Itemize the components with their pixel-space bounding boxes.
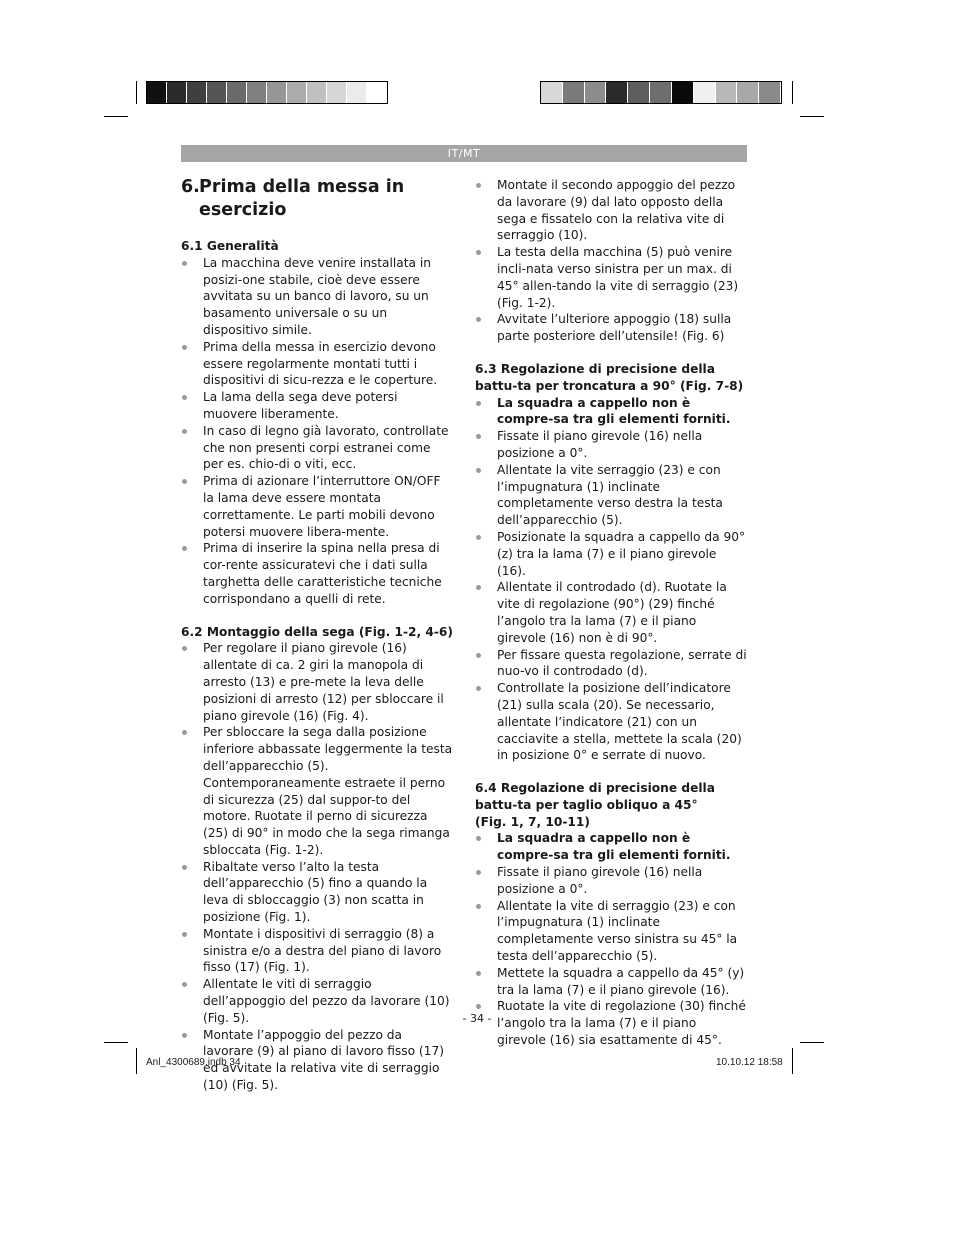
color-swatch: [650, 82, 672, 103]
assembly-list-continued: [475, 177, 747, 345]
color-swatch: [628, 82, 650, 103]
color-swatch: [585, 82, 607, 103]
list-item: Ruotate la vite di regolazione (30) finché l’angolo tra la lama (7) e il piano girevole (16) sia esattamente di 45°.: [475, 998, 747, 1048]
color-swatch: [694, 82, 716, 103]
color-swatch: [347, 82, 367, 103]
list-item: Montate il secondo appoggio del pezzo da lavorare (9) dal lato opposto della sega e fissatelo con la relativa vite di serraggio (10).: [475, 177, 747, 244]
color-swatch: [327, 82, 347, 103]
color-bar-left: [146, 81, 388, 104]
list-item: La testa della macchina (5) può venire incli-nata verso sinistra per un max. di 45° allen-tando la vite di serraggio (23) (Fig. 1-2).: [475, 244, 747, 311]
list-item: Per regolare il piano girevole (16) allentate di ca. 2 giri la manopola di arresto (13) e pre-mete la leva delle posizioni di arresto (12) per sbloccare il piano girevole (16) (Fig. 4).: [181, 640, 453, 724]
crop-mark: [104, 116, 128, 117]
section-title-text: Prima della messa in esercizio: [199, 177, 405, 220]
list-item: Fissate il piano girevole (16) nella posizione a 0°.: [475, 864, 747, 898]
list-item: Allentate le viti di serraggio dell’appoggio del pezzo da lavorare (10) (Fig. 5).: [181, 976, 453, 1026]
color-swatch: [606, 82, 628, 103]
assembly-list: [181, 640, 453, 1094]
list-item: Controllate la posizione dell’indicatore (21) sulla scala (20). Se necessario, allentate l’indicatore (21) con un cacciavite a stella, mettete la scala (20) in posizione 0° e serrate di nuovo.: [475, 680, 747, 764]
crop-mark: [800, 116, 824, 117]
list-item: Allentate la vite di serraggio (23) e con l’impugnatura (1) inclinate completamente verso sinistra su 45° la testa dell’apparecchio (5).: [475, 898, 747, 965]
color-swatch: [672, 82, 694, 103]
list-item: Posizionate la squadra a cappello da 90° (z) tra la lama (7) e il piano girevole (16).: [475, 529, 747, 579]
crop-mark: [792, 81, 793, 104]
color-swatch: [307, 82, 327, 103]
list-item: Allentate la vite serraggio (23) e con l’impugnatura (1) inclinate completamente verso destra la testa dell’apparecchio (5).: [475, 462, 747, 529]
list-item: Mettete la squadra a cappello da 45° (y) tra la lama (7) e il piano girevole (16).: [475, 965, 747, 999]
color-swatch: [267, 82, 287, 103]
subsection-title-45-line2: (Fig. 1, 7, 10-11): [475, 814, 590, 829]
subsection-title-general: 6.1 Generalità: [181, 239, 279, 253]
color-swatch: [716, 82, 738, 103]
list-item: La lama della sega deve potersi muovere liberamente.: [181, 389, 453, 423]
color-swatch: [147, 82, 167, 103]
left-column: [181, 176, 453, 1094]
list-item: Per sbloccare la sega dalla posizione inferiore abbassate leggermente la testa dell’apparecchio (5). Contemporaneamente estraete il perno di sicurezza (25) dal suppor-to del motore. Ruotate il perno di sicurezza (25) di 90° in modo che la sega rimanga sbloccata (Fig. 1-2).: [181, 724, 453, 858]
subsection-title-45-line1: 6.4 Regolazione di precisione della battu-ta per taglio obliquo a 45°: [475, 781, 715, 812]
list-item: Prima di azionare l’interruttore ON/OFF la lama deve essere montata correttamente. Le parti mobili devono potersi muovere libera-mente.: [181, 473, 453, 540]
list-item: Allentate il controdado (d). Ruotate la vite di regolazione (90°) (29) finché l’angolo tra la lama (7) e il piano girevole (16) non è di 90°.: [475, 579, 747, 646]
color-swatch: [207, 82, 227, 103]
list-item: Avvitate l’ulteriore appoggio (18) sulla parte posteriore dell’utensile! (Fig. 6): [475, 311, 747, 345]
list-item: Prima di inserire la spina nella presa di cor-rente assicuratevi che i dati sulla targhetta delle caratteristiche tecniche corrispondano a quelli di rete.: [181, 540, 453, 607]
list-item: La macchina deve venire installata in posizi-one stabile, cioè deve essere avvitata su un banco di lavoro, su un basamento universale o su un dispositivo simile.: [181, 255, 453, 339]
color-bar-right: [540, 81, 782, 104]
color-swatch: [759, 82, 781, 103]
color-swatch: [287, 82, 307, 103]
list-item: Montate i dispositivi di serraggio (8) a sinistra e/o a destra del piano di lavoro fisso (17) (Fig. 1).: [181, 926, 453, 976]
color-swatch: [187, 82, 207, 103]
color-swatch: [367, 82, 387, 103]
page-number: - 34 -: [462, 1012, 492, 1025]
color-swatch: [167, 82, 187, 103]
subsection-title-assembly: 6.2 Montaggio della sega (Fig. 1-2, 4-6): [181, 624, 453, 639]
section-number: 6.: [181, 177, 200, 197]
color-swatch: [737, 82, 759, 103]
crop-mark: [800, 1042, 824, 1043]
list-item: Fissate il piano girevole (16) nella posizione a 0°.: [475, 428, 747, 462]
crop-mark: [104, 1042, 128, 1043]
list-item: Prima della messa in esercizio devono essere regolarmente montati tutti i dispositivi di sicu-rezza e le coperture.: [181, 339, 453, 389]
color-swatch: [563, 82, 585, 103]
list-item: Per fissare questa regolazione, serrate di nuo-vo il controdado (d).: [475, 647, 747, 681]
crop-mark: [792, 1048, 793, 1074]
crop-mark: [136, 81, 137, 104]
color-swatch: [247, 82, 267, 103]
section-title: [181, 176, 453, 222]
general-list: [181, 255, 453, 608]
footer-datetime: 10.10.12 18:58: [716, 1057, 783, 1068]
subsection-title-45-adjust: [475, 780, 747, 830]
right-column: [475, 177, 747, 1049]
footer-file: Anl_4300689.indb 34: [146, 1057, 241, 1068]
color-swatch: [227, 82, 247, 103]
list-item: Montate l’appoggio del pezzo da lavorare (9) al piano di lavoro fisso (17) ed avvitate la relativa vite di serraggio (10) (Fig. 5).: [181, 1027, 453, 1094]
warning-item: La squadra a cappello non è compre-sa tra gli elementi forniti.: [475, 830, 747, 864]
adjust-90-list: [475, 395, 747, 765]
list-item: In caso di legno già lavorato, controllate che non presenti corpi estranei come per es. chio-di o viti, ecc.: [181, 423, 453, 473]
warning-item: La squadra a cappello non è compre-sa tra gli elementi forniti.: [475, 395, 747, 429]
subsection-title-90-adjust: 6.3 Regolazione di precisione della battu-ta per troncatura a 90° (Fig. 7-8): [475, 361, 744, 393]
language-header: IT/MT: [181, 145, 747, 162]
crop-mark: [136, 1048, 137, 1074]
list-item: Ribaltate verso l’alto la testa dell’apparecchio (5) fino a quando la leva di sbloccaggio (3) non scatta in posizione (Fig. 1).: [181, 859, 453, 926]
color-swatch: [541, 82, 563, 103]
